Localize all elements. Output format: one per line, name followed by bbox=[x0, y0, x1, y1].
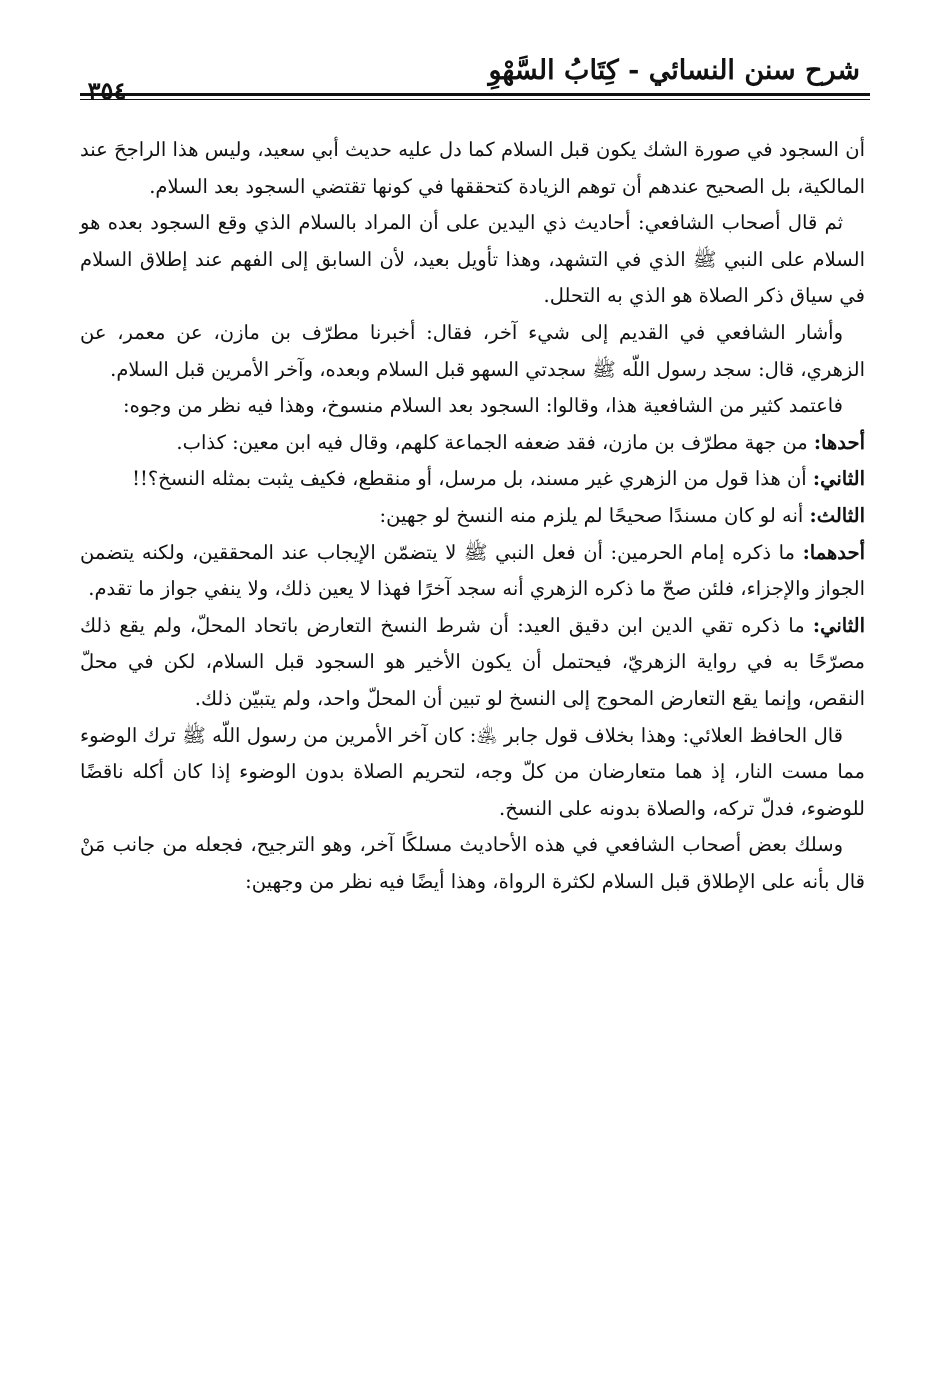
paragraph-5: قال الحافظ العلائي: وهذا بخلاف قول جابر ﵁: كان آخر الأمرين من رسول اللّه ﷺ ترك الوضوء مما مست النار، إذ هما متعارضان من كلّ وجه، لتحريم الصلاة بدون الوضوء إذا كان أكله ناقضًا للوضوء، فدلّ تركه، والصلاة بدونه على النسخ. bbox=[80, 723, 865, 820]
paragraph-2: ثم قال أصحاب الشافعي: أحاديث ذي اليدين على أن المراد بالسلام الذي وقع السجود بعده هو السلام على النبي ﷺ الذي في التشهد، وهذا تأويل بعيد، لأن السابق إلى الفهم عند إطلاق السلام في سياق ذكر الصلاة هو الذي به التحلل. bbox=[80, 211, 865, 308]
paragraph-4: فاعتمد كثير من الشافعية هذا، وقالوا: السجود بعد السلام منسوخ، وهذا فيه نظر من وجوه: bbox=[123, 394, 843, 418]
header-rule-thick bbox=[80, 93, 870, 96]
point-1-lead: أحدها: bbox=[813, 430, 865, 454]
running-header bbox=[80, 55, 870, 115]
page-number: ٣٥٤ bbox=[87, 76, 127, 105]
point-3-lead: الثالث: bbox=[809, 503, 865, 527]
paragraph-3: وأشار الشافعي في القديم إلى شيء آخر، فقال: أخبرنا مطرّف بن مازن، عن معمر، عن الزهري، قال: سجد رسول اللّه ﷺ سجدتي السهو قبل السلام وبعده، وآخر الأمرين قبل السلام. bbox=[80, 320, 865, 381]
header-title: شرح سنن النسائي - كِتَابُ السَّهْوِ bbox=[488, 55, 860, 86]
subpoint-2-lead: الثاني: bbox=[812, 613, 865, 637]
subpoint-1-text: ما ذكره إمام الحرمين: أن فعل النبي ﷺ لا يتضمّن الإيجاب عند المحققين، ولكنه يتضمن الجواز والإجزاء، فلئن صحّ ما ذكره الزهري أنه سجد آخرًا فهذا لا يعين ذلك، ولا ينفي جواز ما تقدم. bbox=[80, 540, 865, 601]
subpoint-2-text: ما ذكره تقي الدين ابن دقيق العيد: أن شرط النسخ التعارض باتحاد المحلّ، ولم يقع ذلك مصرّحًا به في رواية الزهريّ، فيحتمل أن يكون الأخير هو السجود قبل السلام، لكن في محلّ النقص، وإنما يقع التعارض المحوج إلى النسخ لو تبين أن المحلّ واحد، ولم يتبيّن ذلك. bbox=[80, 613, 865, 710]
point-1-text: من جهة مطرّف بن مازن، فقد ضعفه الجماعة كلهم، وقال فيه ابن معين: كذاب. bbox=[176, 430, 814, 454]
point-3-text: أنه لو كان مسندًا صحيحًا لم يلزم منه النسخ لو جهين: bbox=[379, 503, 810, 527]
point-2 bbox=[80, 461, 865, 498]
paragraph-1: أن السجود في صورة الشك يكون قبل السلام كما دل عليه حديث أبي سعيد، وليس هذا الراجحَ عند المالكية، بل الصحيح عندهم أن توهم الزيادة كتحققها في كونها تقتضي السجود بعد السلام. bbox=[80, 138, 865, 198]
subpoint-1-lead: أحدهما: bbox=[802, 540, 865, 564]
point-2-text: أن هذا قول من الزهري غير مسند، بل مرسل، أو منقطع، فكيف يثبت بمثله النسخ؟!! bbox=[132, 467, 813, 491]
point-1 bbox=[80, 425, 865, 462]
subpoint-2 bbox=[80, 608, 865, 718]
header-rule-thin bbox=[80, 99, 870, 100]
body-text bbox=[80, 132, 865, 900]
point-3 bbox=[80, 498, 865, 535]
point-2-lead: الثاني: bbox=[812, 467, 865, 491]
paragraph-6: وسلك بعض أصحاب الشافعي في هذه الأحاديث مسلكًا آخر، وهو الترجيح، فجعله من جانب مَنْ قال بأنه على الإطلاق قبل السلام لكثرة الرواة، وهذا أيضًا فيه نظر من وجهين: bbox=[80, 833, 865, 893]
subpoint-1 bbox=[80, 535, 865, 608]
